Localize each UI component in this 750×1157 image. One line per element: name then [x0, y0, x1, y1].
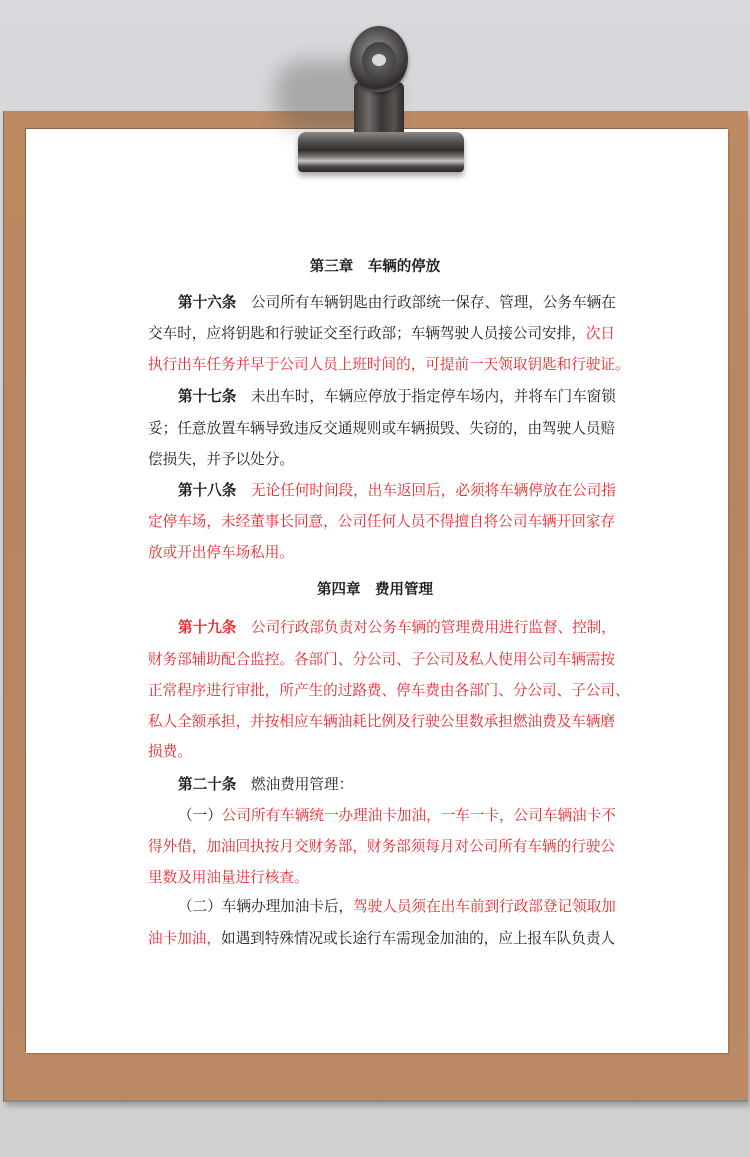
article-20-item-1-line-1: （一）公司所有车辆统一办理油卡加油，一车一卡，公司车辆油卡不 [178, 807, 616, 824]
article-17-line-3: 偿损失，并予以处分。 [148, 451, 294, 468]
article-18-line-3: 放或开出停车场私用。 [148, 544, 294, 561]
item-2-number: （二） [178, 898, 222, 915]
article-16-line-3: 执行出车任务并早于公司人员上班时间的，可提前一天领取钥匙和行驶证。 [148, 356, 630, 373]
article-20-label: 第二十条 [178, 776, 237, 793]
article-20-line-1 [178, 774, 599, 796]
article-19-line-4: 私人全额承担，并按相应车辆油耗比例及行驶公里数承担燃油费及车辆磨 [148, 713, 616, 730]
article-18-line-1: 第十八条 无论任何时间段，出车返回后，必须将车辆停放在公司指 [178, 482, 616, 499]
article-16-line-1: 第十六条 公司所有车辆钥匙由行政部统一保存、管理，公务车辆在 [178, 294, 616, 311]
clip-jaw [298, 132, 464, 172]
article-17-line-2: 妥；任意放置车辆导致违反交通规则或车辆损毁、失窃的，由驾驶人员赔 [148, 420, 616, 437]
article-16-label: 第十六条 [178, 294, 237, 311]
article-20-item-1-line-3: 里数及用油量进行核查。 [148, 869, 309, 886]
binder-clip [290, 22, 470, 172]
article-18-line-2: 定停车场，未经董事长同意，公司任何人员不得擅自将公司车辆开回家存 [148, 513, 616, 530]
article-20-item-2-line-1: （二）车辆办理加油卡后，驾驶人员须在出车前到行政部登记领取加 [178, 898, 616, 915]
article-16-line-2: 交车时，应将钥匙和行驶证交至行政部；车辆驾驶人员接公司安排，次日 [148, 325, 616, 342]
article-17-line-1: 第十七条 未出车时，车辆应停放于指定停车场内，并将车门车窗锁 [178, 388, 616, 405]
article-19-line-1: 第十九条 公司行政部负责对公务车辆的管理费用进行监督、控制， [178, 619, 616, 636]
article-17-label: 第十七条 [178, 388, 237, 405]
article-20-title: 燃油费用管理： [251, 776, 354, 793]
chapter-3-title: 第三章 车辆的停放 [309, 259, 441, 275]
article-19-label: 第十九条 [178, 619, 237, 636]
clip-ring-hole [372, 54, 386, 66]
article-18-label: 第十八条 [178, 482, 237, 499]
item-1-number: （一） [178, 807, 222, 824]
article-20-item-2-line-2: 油卡加油，如遇到特殊情况或长途行车需现金加油的，应上报车队负责人 [148, 930, 616, 947]
chapter-4-title: 第四章 费用管理 [317, 582, 433, 598]
article-19-line-5: 损费。 [148, 743, 192, 760]
article-19-line-3: 正常程序进行审批，所产生的过路费、停车费由各部门、分公司、子公司、 [148, 682, 630, 699]
article-19-line-2: 财务部辅助配合监控。各部门、分公司、子公司及私人使用公司车辆需按 [148, 651, 616, 668]
article-20-item-1-line-2: 得外借，加油回执按月交财务部，财务部须每月对公司所有车辆的行驶公 [148, 838, 616, 855]
